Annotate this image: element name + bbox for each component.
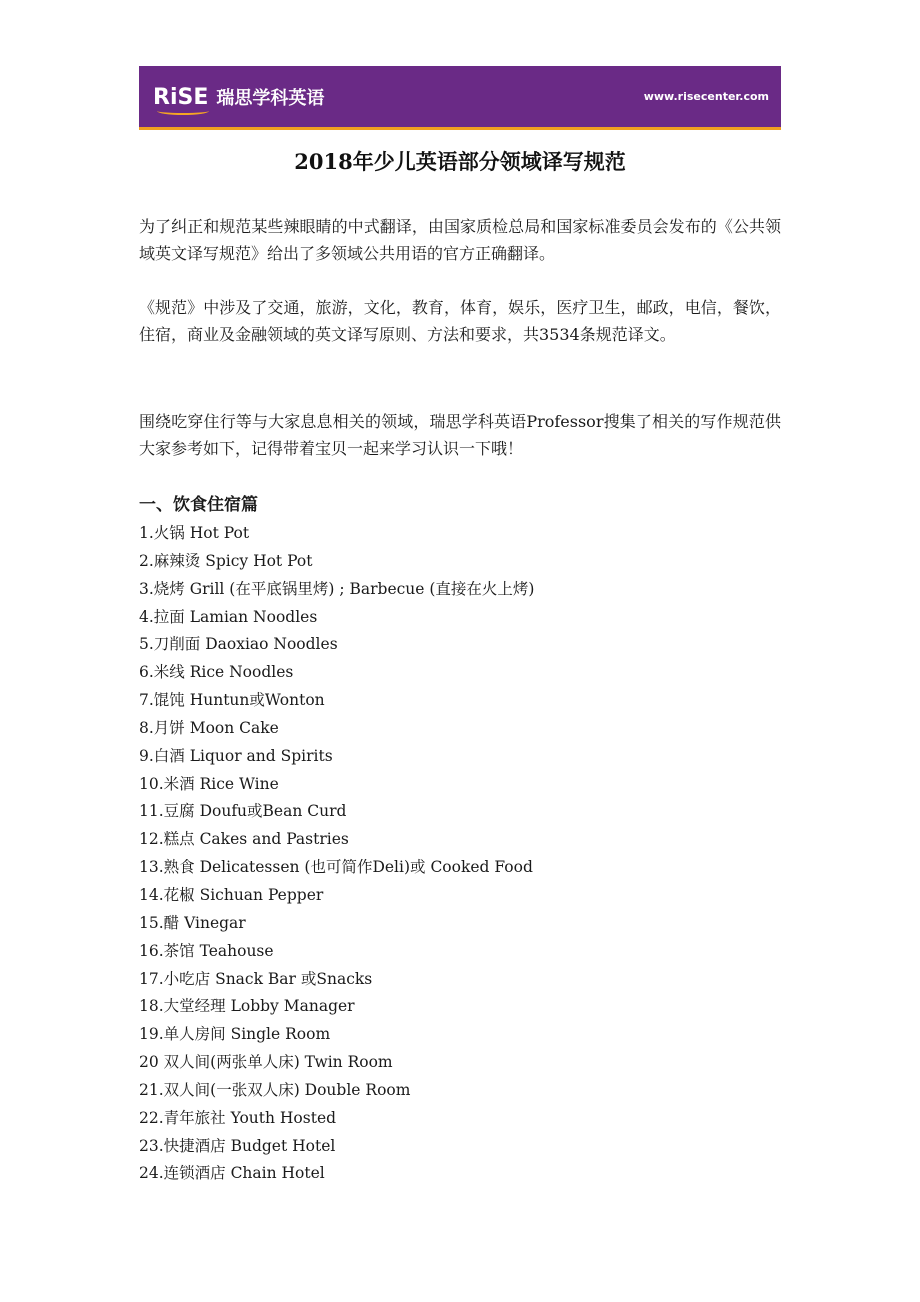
- list-item: 13.熟食 Delicatessen (也可简作Deli)或 Cooked Food: [139, 858, 533, 877]
- list-item: 16.茶馆 Teahouse: [139, 941, 274, 960]
- logo-swoosh-icon: [157, 107, 209, 115]
- list-item: 20 双人间(两张单人床) Twin Room: [139, 1053, 393, 1072]
- list-item: 19.单人房间 Single Room: [139, 1025, 331, 1044]
- list-item: 4.拉面 Lamian Noodles: [139, 607, 318, 626]
- logo-mark: [153, 85, 208, 110]
- list-item: 22.青年旅社 Youth Hosted: [139, 1108, 337, 1127]
- list-item: 18.大堂经理 Lobby Manager: [139, 997, 355, 1016]
- brand-name: 瑞思学科英语: [216, 88, 325, 109]
- list-item: 24.连锁酒店 Chain Hotel: [139, 1164, 325, 1183]
- section-heading: 一、饮食住宿篇: [139, 495, 258, 515]
- list-item: 11.豆腐 Doufu或Bean Curd: [139, 802, 347, 821]
- list-item: 21.双人间(一张双人床) Double Room: [139, 1080, 411, 1099]
- list-item: 10.米酒 Rice Wine: [139, 774, 279, 793]
- list-item: 12.糕点 Cakes and Pastries: [139, 830, 349, 849]
- list-item: 3.烧烤 Grill (在平底锅里烤) ; Barbecue (直接在火上烤): [139, 579, 535, 598]
- list-item: 1.火锅 Hot Pot: [139, 524, 250, 542]
- list-item: 8.月饼 Moon Cake: [139, 718, 279, 737]
- website-link[interactable]: www.risecenter.com: [643, 90, 769, 103]
- list-item: 5.刀削面 Daoxiao Noodles: [139, 635, 338, 654]
- list-item: 6.米线 Rice Noodles: [139, 663, 294, 682]
- header-banner: [139, 66, 781, 130]
- document-title: 2018年少儿英语部分领域译写规范: [294, 149, 626, 174]
- list-item: 17.小吃店 Snack Bar 或Snacks: [139, 969, 373, 988]
- intro-paragraph-3: 围绕吃穿住行等与大家息息相关的领域，瑞思学科英语Professor搜集了相关的写作规范供大家参考如下，记得带着宝贝一起来学习认识一下哦！: [139, 412, 781, 458]
- rise-logo[interactable]: [153, 80, 324, 114]
- intro-paragraph-1: 为了纠正和规范某些辣眼睛的中式翻译，由国家质检总局和国家标准委员会发布的《公共领域英文译写规范》给出了多领域公共用语的官方正确翻译。: [139, 217, 781, 263]
- list-item: 23.快捷酒店 Budget Hotel: [139, 1136, 336, 1155]
- list-item: 9.白酒 Liquor and Spirits: [139, 746, 333, 765]
- vocab-list: [139, 520, 534, 1188]
- list-item: 14.花椒 Sichuan Pepper: [139, 885, 324, 904]
- list-item: 7.馄饨 Huntun或Wonton: [139, 691, 325, 710]
- list-item: 15.醋 Vinegar: [139, 913, 246, 932]
- logo-text: RiSE: [153, 84, 209, 110]
- intro-paragraph-2: 《规范》中涉及了交通，旅游，文化，教育，体育，娱乐，医疗卫生，邮政，电信，餐饮，住宿，商业及金融领域的英文译写原则、方法和要求，共3534条规范译文。: [139, 298, 781, 344]
- list-item: 2.麻辣烫 Spicy Hot Pot: [139, 551, 313, 570]
